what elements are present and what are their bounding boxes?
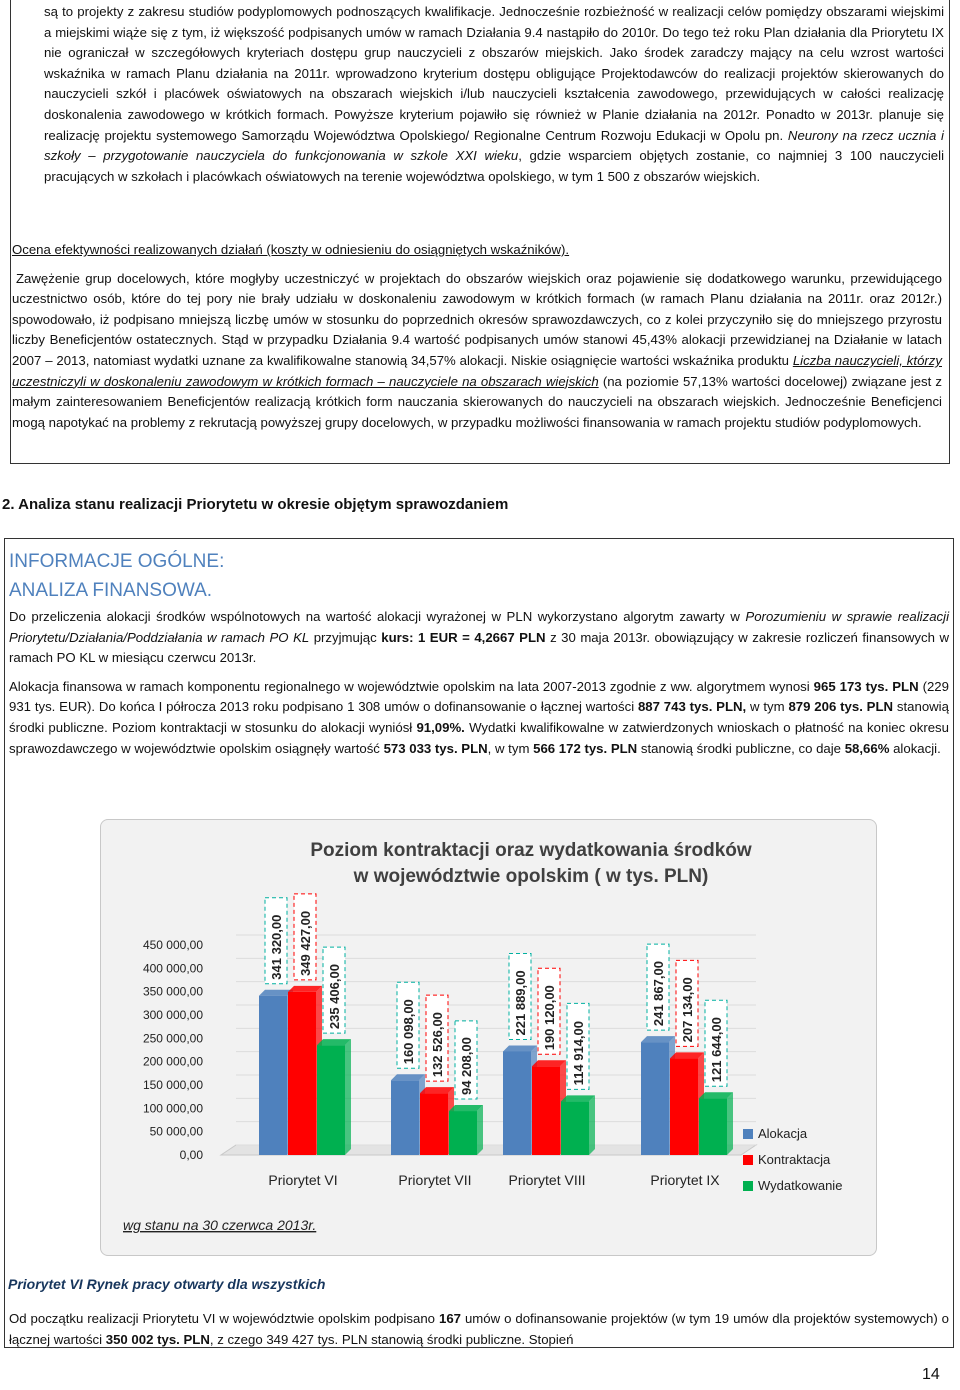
p1-line-6: w krótkich formach. Powyższe kryterium pojawiło się również w Planie działania na 2012r. Ponadto w 2013r. planuje się realizację <box>44 106 944 143</box>
box1-lower <box>12 240 942 433</box>
exchange-rate: kurs: 1 EUR = 4,2667 PLN <box>381 629 546 645</box>
efficiency-heading: Ocena efektywności realizowanych działań (koszty w odniesieniu do osiągniętych wskaźników). <box>12 242 570 257</box>
bar-side <box>727 1092 733 1155</box>
expenditure-percent: 58,66% <box>844 740 890 756</box>
bar-side <box>477 1105 483 1155</box>
allocation-paragraph <box>9 677 949 759</box>
contracts-count: 167 <box>438 1311 461 1326</box>
p2-6: , w tym <box>487 740 530 756</box>
bar-top <box>699 1092 733 1098</box>
x-category-label: Priorytet VI <box>268 1172 338 1188</box>
legend-label: Wydatkowanie <box>758 1178 843 1193</box>
priority-vi-title: Priorytet VI Rynek pracy otwarty dla wszystkich <box>8 1276 326 1292</box>
general-info-heading: INFORMACJE OGÓLNE: <box>9 551 225 572</box>
efficiency-paragraph <box>12 269 942 434</box>
p2-2: (229 931 tys. EUR). Do końca I półrocza 2013 roku podpisano 1 308 umów o dofinansowanie o łącznej wartości <box>9 678 949 715</box>
bar-alokacja-3 <box>641 1042 669 1155</box>
data-label: 160 098,00 <box>401 999 416 1065</box>
section-title: 2. Analiza stanu realizacji Priorytetu w okresie objętym sprawozdaniem <box>2 496 509 513</box>
p2-1: Alokacja finansowa w ramach komponentu regionalnego w województwie opolskim na lata 2007-2013 zgodnie z ww. algorytmem wynosi <box>9 678 810 694</box>
p2-5: Wydatki kwalifikowalne w zatwierdzonych wnioskach o płatność na koniec okresu sprawozdawczego w województwie opolskim osiągnęły wartość <box>9 719 949 756</box>
p1-line-4: kryterium dostępu obligujące Projektodawców do realizacji projektów skierowanych do nauczycieli szkół i placówek oświatowych na <box>44 65 944 102</box>
page-number: 14 <box>922 1366 940 1383</box>
y-tick-label: 350 000,00 <box>142 984 203 999</box>
bar-top <box>259 990 293 996</box>
contracts-value: 350 002 tys. PLN <box>105 1331 210 1347</box>
legend-label: Kontraktacja <box>758 1152 831 1167</box>
box2-inner <box>9 547 949 759</box>
financial-analysis-heading: ANALIZA FINANSOWA. <box>9 580 213 601</box>
y-tick-label: 100 000,00 <box>142 1101 203 1116</box>
p1-line-5: obszarach wiejskich i/lub nauczycieli kształcenia zawodowego, przewidujących w całości realizację doskonalenia zawodowego <box>44 86 945 122</box>
x-category-label: Priorytet VIII <box>508 1172 586 1188</box>
p2-3: w tym <box>750 699 785 715</box>
y-tick-label: 0,00 <box>179 1148 203 1162</box>
data-label: 207 134,00 <box>680 977 695 1043</box>
p2b: (na poziomie 57,13% wartości docelowej) związane jest z małym zainteresowaniem Beneficjentów realizacją krótkich form nauczania skierowanych do nauczycieli na obszarach wiejskich. Jednocześnie Beneficjenci mogą napotykać na problemy z rekrutacją powyższej grupy docelowych, w przypadku możliwości finansowania w ramach projektu studiów podyplomowych. <box>12 373 942 430</box>
public-value: 879 206 tys. PLN <box>788 699 894 715</box>
y-tick-label: 50 000,00 <box>149 1124 203 1139</box>
bar-top <box>391 1074 425 1080</box>
bar-top <box>670 1052 704 1058</box>
data-label: 94 208,00 <box>459 1037 474 1096</box>
y-tick-label: 200 000,00 <box>142 1054 203 1069</box>
bar-kontraktacja-2 <box>532 1066 560 1155</box>
bar-top <box>449 1105 483 1111</box>
data-label: 341 320,00 <box>269 914 284 980</box>
bar-top <box>288 986 322 992</box>
y-tick-label: 150 000,00 <box>142 1078 203 1092</box>
indicator-link[interactable]: Liczba nauczycieli, którzy uczestniczyli w doskonaleniu zawodowym w krótkich formach – nauczyciele na obszarach wiejskich <box>12 352 942 389</box>
p1a: Do przeliczenia alokacji środków wspólnotowych na wartość alokacji wyrażonej w PLN wykorzystano algorytm zawarty w <box>9 609 740 624</box>
priority-vi-paragraph <box>9 1309 949 1350</box>
data-label: 349 427,00 <box>298 910 313 976</box>
x-category-label: Priorytet VII <box>398 1172 472 1188</box>
y-tick-label: 250 000,00 <box>142 1031 203 1046</box>
bar-side <box>589 1095 595 1155</box>
data-label: 121 644,00 <box>709 1017 724 1083</box>
last-2: umów o dofinansowanie projektów (w tym 19 umów dla projektów systemowych) o łącznej wartości <box>9 1311 950 1347</box>
data-label: 114 914,00 <box>571 1021 586 1086</box>
p2a: Zawężenie grup docelowych, które mogłyby uczestniczyć w projektach do obszarów wiejskich oraz pojawienie się dodatkowego warunku, przewidującego uczestnictwo osób, które do tej pory nie brały udziału w doskonaleniu zawodowym w krótkich formach (w ramach Planu działania na 2011r. oraz 2012r.) spowodowało, iż podpisano mniejszą liczbę umów w stosunku do poprzednich okresów sprawozdawczych, co z kolei przyczyniło się do mniejszego przyrostu liczby Beneficjentów ostatecznych. Stąd w przypadku Działania 9.4 wartość podpisanych umów stanowi 45,43% alokacji przewidzianej na Działanie w latach 2007 – 2013, natomiast wydatki uznane za kwalifikowalne stanowią 34,57% alokacji. Niskie osiągnięcie wartości wskaźnika produktu <box>12 270 942 368</box>
analysis-box <box>4 538 954 1348</box>
p2-4: stanowią środki publiczne. Poziom kontraktacji w stosunku do alokacji wyniósł <box>9 699 949 735</box>
legend-swatch <box>743 1155 753 1165</box>
bar-alokacja-0 <box>259 996 287 1155</box>
chart-title-line-2: w województwie opolskim ( w tys. PLN) <box>353 866 709 887</box>
chart-note: wg stanu na 30 czerwca 2013r. <box>123 1217 317 1233</box>
p1-line-2: tego też roku Plan działania dla Priorytetu IX nie ograniczał w szczegółowych kryteriach dostępu grup nauczycieli z obszarów <box>44 24 944 61</box>
last-3: , z czego 349 427 tys. PLN stanowią środki publiczne. Stopień <box>209 1331 574 1347</box>
agreement-italic: Porozumieniu w sprawie realizacji Priorytetu/Działania/Poddziałania w ramach PO KL <box>9 609 949 645</box>
expenditure-value: 573 033 tys. PLN <box>383 740 488 756</box>
data-label: 235 406,00 <box>327 964 342 1030</box>
previous-section-box <box>10 0 950 464</box>
p1b: przyjmując <box>313 629 377 645</box>
bar-chart <box>101 820 876 1255</box>
bar-top <box>317 1039 351 1045</box>
legend-swatch <box>743 1181 753 1191</box>
bar-alokacja-2 <box>503 1051 531 1155</box>
data-label: 221 889,00 <box>513 970 528 1036</box>
y-tick-label: 300 000,00 <box>142 1008 203 1022</box>
bar-kontraktacja-0 <box>288 992 316 1155</box>
p1-tail: , gdzie wsparciem objętych zostanie, co najmniej 3 100 nauczycieli pracujących w szkołach i placówkach oświatowych na terenie województwa opolskiego, w tym 1 500 z obszarów wiejskich. <box>44 148 944 184</box>
allocation-value: 965 173 tys. PLN <box>813 678 919 694</box>
p1-line-0: są to projekty z zakresu studiów podyplomowych podnoszących kwalifikacje. Jednocześnie rozbieżność w realizacji celów pomiędzy <box>44 4 823 19</box>
legend-label: Alokacja <box>758 1126 808 1141</box>
y-tick-label: 400 000,00 <box>142 961 203 976</box>
chart-container <box>100 819 877 1256</box>
bar-wydatkowanie-1 <box>449 1111 477 1155</box>
p1-line-1: obszarami wiejskimi a miejskimi wiąże się z tym, iż większość podpisanych umów w ramach Działania 9.4 nastąpiło do 2010r. Do <box>44 4 944 40</box>
legend-swatch <box>743 1129 753 1139</box>
project-name-italic: Neurony na rzecz uczniа i szkoły – przygotowanie nauczyciela do funkcjonowania w szkole XXI wieku <box>44 127 944 164</box>
box1-paragraph <box>44 2 944 187</box>
x-category-label: Priorytet IX <box>650 1172 720 1188</box>
contracted-value: 887 743 tys. PLN, <box>637 699 747 715</box>
p2-8: alokacji. <box>893 740 941 756</box>
p1-line-7: projektu systemowego Samorządu Województwa Opolskiego/ Regionalne Centrum Rozwoju Edukacji w Opolu pn. <box>104 127 784 143</box>
bar-top <box>420 1087 454 1093</box>
p1c: z 30 maja 2013r. obowiązujący w zakresie rozliczeń finansowych w ramach PO KL w miesiącu czerwcu 2013r. <box>9 629 949 666</box>
bar-top <box>503 1045 537 1051</box>
bar-wydatkowanie-2 <box>561 1101 589 1155</box>
p1-line-3: miejskich. Jako środek zaradczy mający na celu wzrost wartości wskaźnika w ramach Planu działania na 2011r. wprowadzono <box>44 45 944 81</box>
p2-7: stanowią środki publiczne, co daje <box>640 740 842 756</box>
last-1: Od początku realizacji Priorytetu VI w województwie opolskim podpisano <box>9 1311 436 1326</box>
chart-title-line-1: Poziom kontraktacji oraz wydatkowania środków <box>310 840 752 861</box>
data-label: 241 867,00 <box>651 961 666 1027</box>
expenditure-public: 566 172 tys. PLN <box>533 740 638 756</box>
bar-kontraktacja-3 <box>670 1058 698 1155</box>
data-label: 190 120,00 <box>542 985 557 1051</box>
data-label: 132 526,00 <box>430 1012 445 1078</box>
y-tick-label: 450 000,00 <box>142 938 203 952</box>
bar-alokacja-1 <box>391 1080 419 1155</box>
bar-wydatkowanie-3 <box>699 1098 727 1155</box>
exchange-rate-paragraph <box>9 607 949 669</box>
bar-side <box>345 1039 351 1155</box>
bar-kontraktacja-1 <box>420 1093 448 1155</box>
contract-level: 91,09%. <box>416 719 465 735</box>
bar-wydatkowanie-0 <box>317 1045 345 1155</box>
